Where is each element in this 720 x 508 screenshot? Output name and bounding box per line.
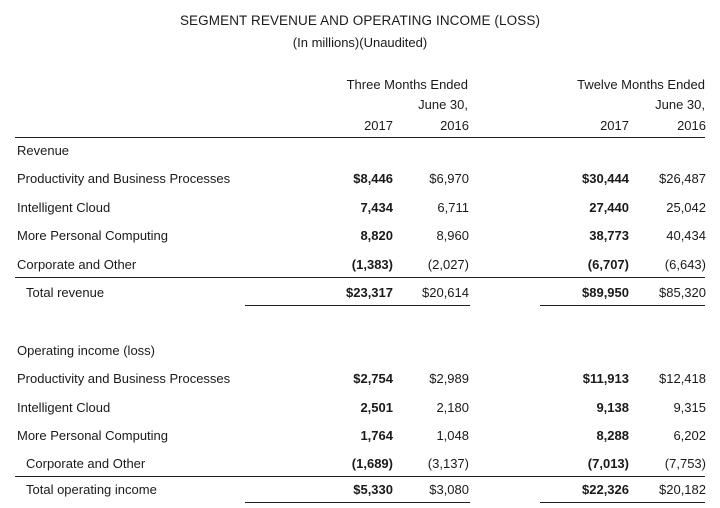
table-row xyxy=(0,428,720,448)
cell-value: 6,202 xyxy=(673,428,706,443)
three-months-header-line2: June 30, xyxy=(418,97,468,112)
total-operating-income-row xyxy=(0,482,720,502)
cell-value: 8,960 xyxy=(436,228,469,243)
row-label: Corporate and Other xyxy=(26,456,146,471)
table-row xyxy=(0,257,720,277)
row-label: Total operating income xyxy=(26,482,157,497)
cell-value: 2,180 xyxy=(436,400,469,415)
cell-value: $20,182 xyxy=(659,482,706,497)
cell-value: $89,950 xyxy=(582,285,629,300)
table-row xyxy=(0,171,720,191)
revenue-heading: Revenue xyxy=(17,143,70,158)
cell-value: 1,048 xyxy=(436,428,469,443)
year-header-2017-twelve-months: 2017 xyxy=(600,118,629,133)
cell-value: $5,330 xyxy=(353,482,393,497)
total-rule-twelve-months xyxy=(540,305,705,306)
cell-value: $11,913 xyxy=(582,371,629,386)
row-label: Intelligent Cloud xyxy=(17,200,111,215)
row-label: Intelligent Cloud xyxy=(17,400,111,415)
cell-value: 25,042 xyxy=(666,200,706,215)
table-row xyxy=(0,400,720,420)
row-label: Corporate and Other xyxy=(17,257,137,272)
year-header-2016-three-months: 2016 xyxy=(440,118,469,133)
cell-value: $6,970 xyxy=(429,171,469,186)
year-header-2016-twelve-months: 2016 xyxy=(677,118,706,133)
cell-value: (6,707) xyxy=(587,257,629,272)
cell-value: (1,383) xyxy=(351,257,393,272)
row-label: Productivity and Business Processes xyxy=(17,371,231,386)
grand-total-rule-three-months xyxy=(245,502,470,503)
header-rule xyxy=(15,137,705,138)
cell-value: $23,317 xyxy=(346,285,393,300)
cell-value: (2,027) xyxy=(427,257,469,272)
cell-value: 1,764 xyxy=(360,428,393,443)
cell-value: 6,711 xyxy=(437,200,469,215)
cell-value: $2,754 xyxy=(353,371,393,386)
row-label: Total revenue xyxy=(26,285,105,300)
cell-value: $85,320 xyxy=(659,285,706,300)
row-label: Productivity and Business Processes xyxy=(17,171,231,186)
total-revenue-row xyxy=(0,285,720,305)
cell-value: (1,689) xyxy=(351,456,393,471)
grand-total-rule-twelve-months xyxy=(540,502,705,503)
cell-value: $20,614 xyxy=(422,285,469,300)
revenue-heading-row xyxy=(0,143,720,163)
table-row xyxy=(0,371,720,391)
cell-value: 38,773 xyxy=(589,228,629,243)
cell-value: $3,080 xyxy=(429,482,469,497)
twelve-months-header-line2: June 30, xyxy=(655,97,705,112)
cell-value: $12,418 xyxy=(659,371,706,386)
report-subtitle: (In millions)(Unaudited) xyxy=(292,35,428,50)
cell-value: 8,288 xyxy=(596,428,629,443)
cell-value: 8,820 xyxy=(360,228,393,243)
cell-value: 7,434 xyxy=(360,200,393,215)
row-label: More Personal Computing xyxy=(17,228,169,243)
revenue-subtotal-rule xyxy=(15,277,705,278)
operating-income-heading-row xyxy=(0,343,720,363)
year-header-2017-three-months: 2017 xyxy=(364,118,393,133)
report-title: SEGMENT REVENUE AND OPERATING INCOME (LOSS) xyxy=(179,13,541,28)
cell-value: $22,326 xyxy=(582,482,629,497)
twelve-months-header-line1: Twelve Months Ended xyxy=(577,77,705,92)
total-rule-three-months xyxy=(245,305,470,306)
cell-value: (6,643) xyxy=(664,257,706,272)
operating-income-heading: Operating income (loss) xyxy=(17,343,155,358)
row-label: More Personal Computing xyxy=(17,428,169,443)
cell-value: 40,434 xyxy=(666,228,706,243)
cell-value: (7,753) xyxy=(664,456,706,471)
cell-value: $2,989 xyxy=(429,371,469,386)
cell-value: $8,446 xyxy=(353,171,393,186)
operating-income-subtotal-rule xyxy=(15,476,705,477)
cell-value: $30,444 xyxy=(582,171,629,186)
cell-value: (3,137) xyxy=(427,456,469,471)
table-row xyxy=(0,456,720,476)
cell-value: $26,487 xyxy=(659,171,706,186)
cell-value: 9,315 xyxy=(673,400,706,415)
cell-value: 2,501 xyxy=(360,400,393,415)
cell-value: 9,138 xyxy=(596,400,629,415)
cell-value: (7,013) xyxy=(587,456,629,471)
table-row xyxy=(0,200,720,220)
cell-value: 27,440 xyxy=(589,200,629,215)
three-months-header-line1: Three Months Ended xyxy=(346,77,468,92)
table-row xyxy=(0,228,720,248)
